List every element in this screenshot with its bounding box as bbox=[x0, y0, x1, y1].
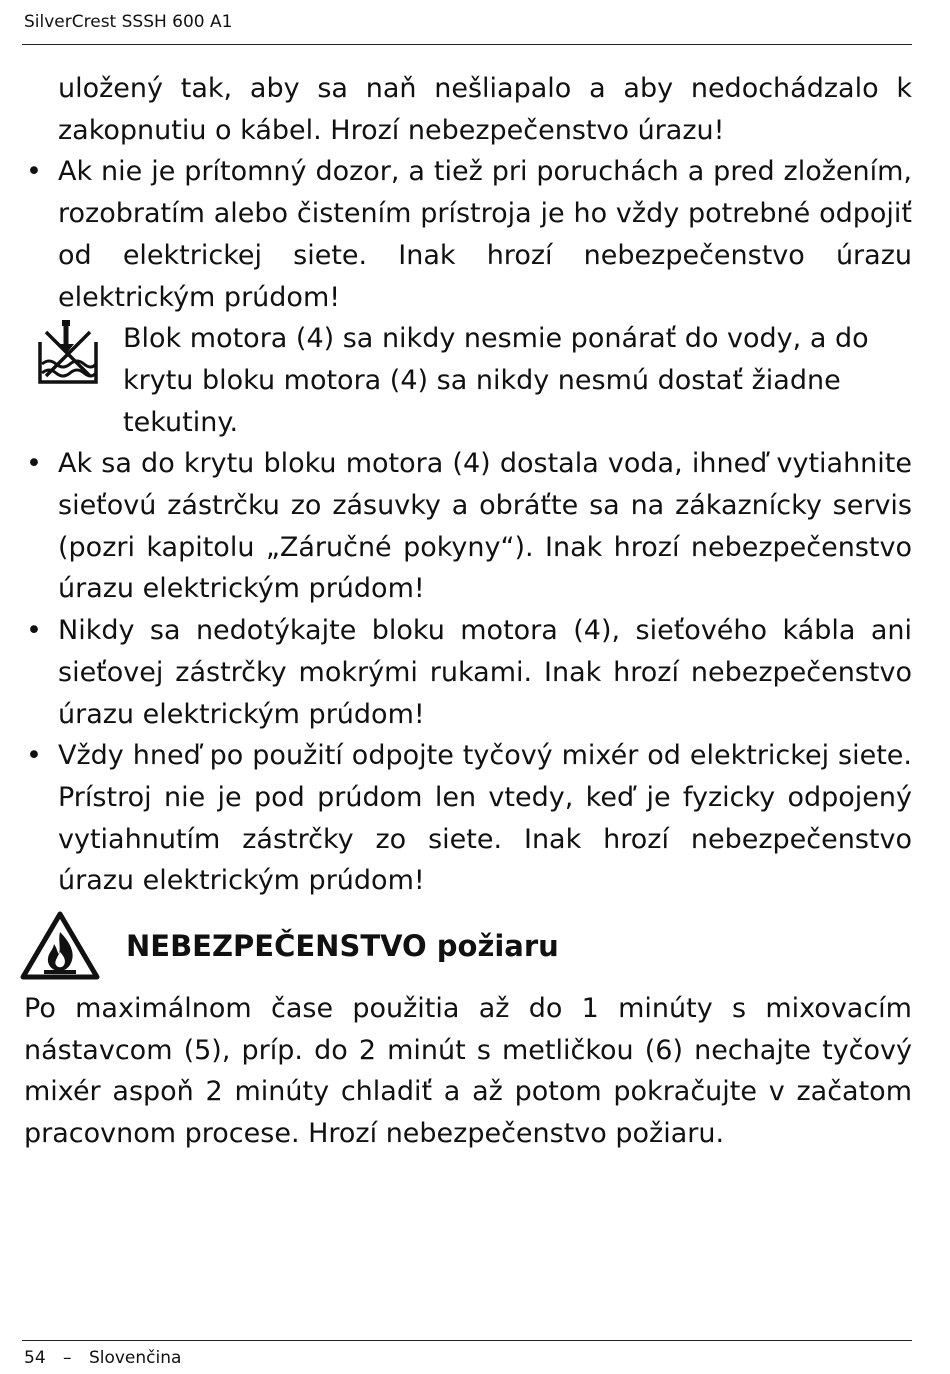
bullet-item bbox=[24, 610, 912, 735]
bullet-marker: • bbox=[26, 156, 42, 188]
bullet-item bbox=[24, 443, 912, 610]
water-note-text: Blok motora (4) sa nikdy nesmie ponárať do vody, a do krytu bloku motora (4) sa nikdy nesmú dostať žiadne tekutiny. bbox=[123, 323, 869, 438]
water-warning-note bbox=[24, 318, 912, 443]
fire-warning-heading bbox=[24, 910, 912, 988]
footer-language: Slovenčina bbox=[88, 1348, 182, 1368]
bullet-item bbox=[24, 735, 912, 902]
bullet-item bbox=[24, 151, 912, 318]
page-number: 54 bbox=[24, 1348, 46, 1368]
bullet-marker: • bbox=[26, 448, 42, 480]
continued-paragraph: uložený tak, aby sa naň nešliapalo a aby nedochádzalo k zakopnutiu o kábel. Hrozí nebezpečenstvo úrazu! bbox=[58, 73, 912, 146]
header-divider bbox=[22, 44, 912, 45]
fire-warning-text: Po maximálnom čase použitia až do 1 minúty s mixovacím nástavcom (5), príp. do 2 minút s metličkou (6) nechajte tyčový mixér aspoň 2 minúty chladiť a až potom pokračujte v začatom pracovnom procese. Hrozí nebezpečenstvo požiaru. bbox=[24, 993, 912, 1150]
page-footer bbox=[24, 1348, 193, 1368]
running-header: SilverCrest SSSH 600 A1 bbox=[24, 12, 233, 32]
warning-title: NEBEZPEČENSTVO požiaru bbox=[126, 929, 559, 964]
footer-divider bbox=[22, 1340, 912, 1341]
bullet-marker: • bbox=[26, 615, 42, 647]
fire-warning-icon bbox=[20, 910, 100, 980]
bullet-text: Ak nie je prítomný dozor, a tiež pri poruchách a pred zložením, rozobratím alebo čistením prístroja je ho vždy potrebné odpojiť od elektrickej siete. Inak hrozí nebezpečenstvo úrazu elektrickým prúdom! bbox=[58, 156, 912, 313]
bullet-marker: • bbox=[26, 740, 42, 772]
bullet-text: Vždy hneď po použití odpojte tyčový mixér od elektrickej siete. Prístroj nie je pod prúdom len vtedy, keď je fyzicky odpojený vytiahnutím zástrčky zo siete. Inak hrozí nebezpečenstvo úrazu elektrickým prúdom! bbox=[58, 740, 912, 897]
bullet-text: Nikdy sa nedotýkajte bloku motora (4), sieťového kábla ani sieťovej zástrčky mokrými rukami. Inak hrozí nebezpečenstvo úrazu elektrickým prúdom! bbox=[58, 615, 912, 730]
document-body bbox=[24, 68, 912, 1155]
do-not-immerse-icon bbox=[36, 320, 100, 386]
bullet-text: Ak sa do krytu bloku motora (4) dostala voda, ihneď vytiahnite sieťovú zástrčku zo zásuvky a obráťte sa na zákaznícky servis (pozri kapitolu „Záručné pokyny“). Inak hrozí nebezpečenstvo úrazu elektrickým prúdom! bbox=[58, 448, 912, 605]
footer-separator: – bbox=[63, 1348, 72, 1368]
